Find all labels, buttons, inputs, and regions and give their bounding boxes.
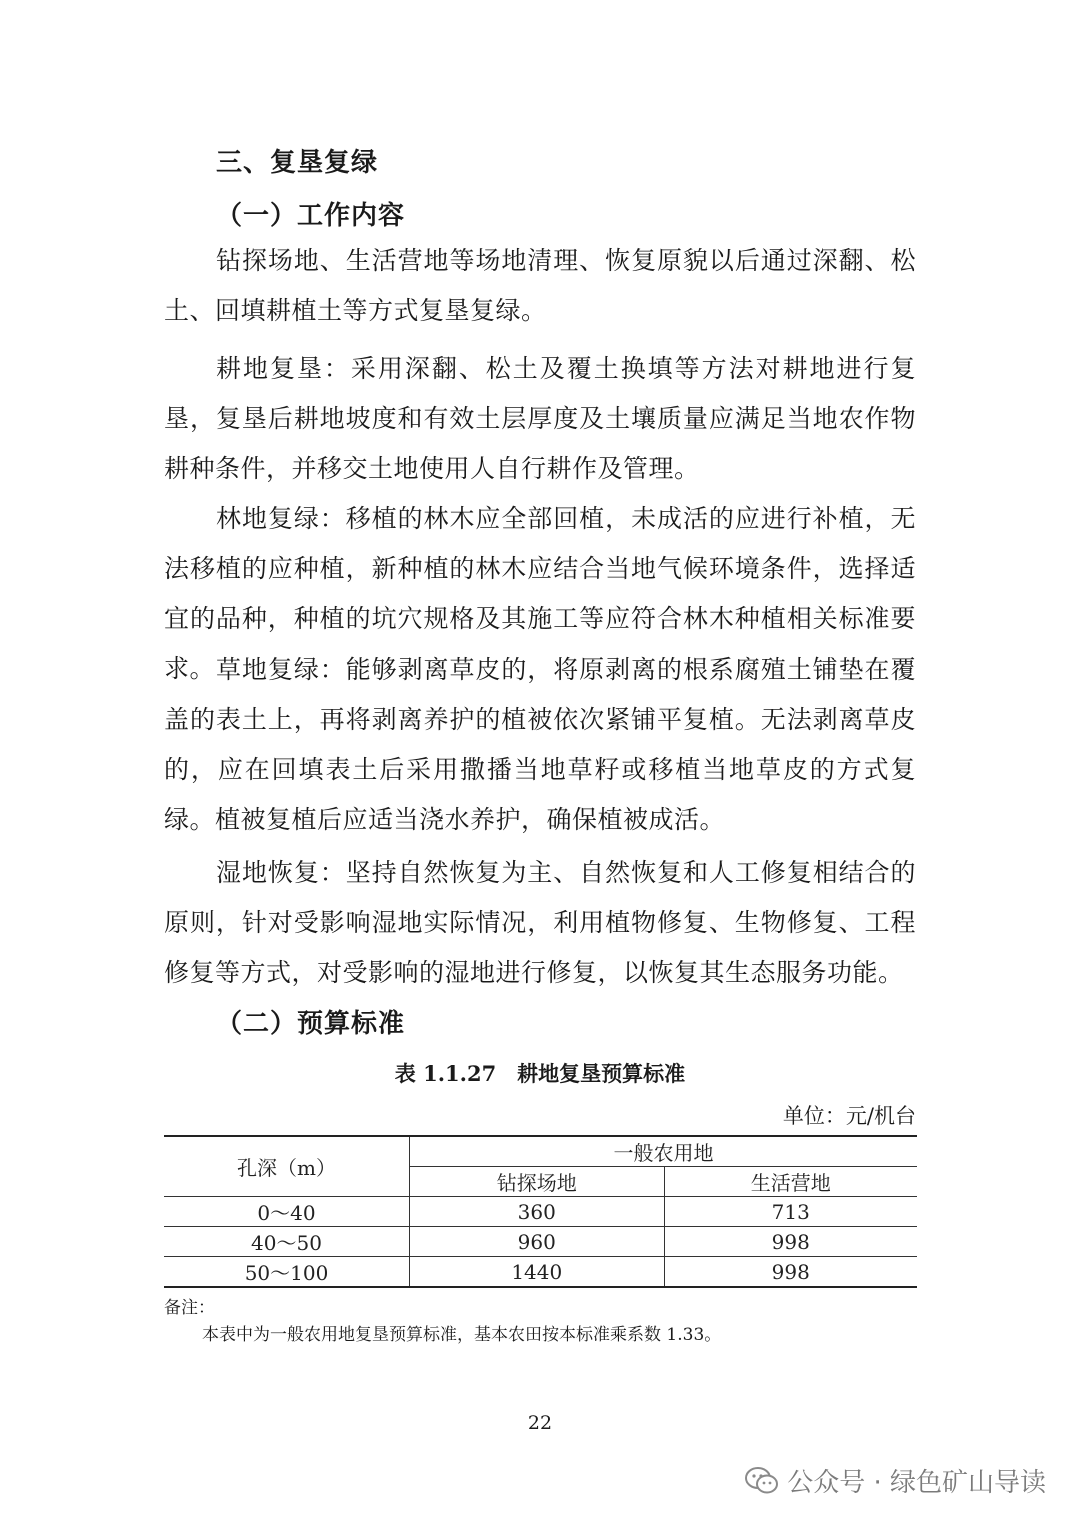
- cell-camp: 713: [664, 1197, 917, 1227]
- cell-depth: 0～40: [164, 1197, 410, 1227]
- paragraph-cropland: 耕地复垦：采用深翻、松土及覆土换填等方法对耕地进行复垦，复垦后耕地坡度和有效土层厚度及土壤质量应满足当地农作物耕种条件，并移交土地使用人自行耕作及管理。: [164, 354, 916, 483]
- cell-drill: 960: [410, 1227, 665, 1257]
- subsection-heading-work: （一）工作内容: [216, 201, 406, 231]
- cell-drill: 1440: [410, 1257, 665, 1288]
- paragraph-forest: 林地复绿：移植的林木应全部回植，未成活的应进行补植，无法移植的应种植，新种植的林木应结合当地气候环境条件，选择适宜的品种，种植的坑穴规格及其施工等应符合林木种植相关标准要求。: [164, 504, 916, 683]
- cell-depth: 40～50: [164, 1227, 410, 1257]
- paragraph-intro: 钻探场地、生活营地等场地清理、恢复原貌以后通过深翻、松土、回填耕植土等方式复垦复绿。: [164, 246, 916, 325]
- section-heading: 三、复垦复绿: [216, 148, 379, 178]
- paragraph-wetland: 湿地恢复：坚持自然恢复为主、自然恢复和人工修复相结合的原则，针对受影响湿地实际情况，利用植物修复、生物修复、工程修复等方式，对受影响的湿地进行修复，以恢复其生态服务功能。: [164, 858, 916, 987]
- table-caption: 表 1.1.27 耕地复垦预算标准: [394, 1061, 686, 1086]
- table-row: [164, 1257, 917, 1288]
- wechat-icon: [745, 1466, 779, 1496]
- cell-drill: 360: [410, 1197, 665, 1227]
- cell-camp: 998: [664, 1257, 917, 1288]
- note-label: 备注：: [164, 1298, 215, 1318]
- budget-table: [164, 1135, 917, 1288]
- watermark: [745, 1462, 1046, 1499]
- table-header-row: [164, 1136, 917, 1167]
- table-row: [164, 1227, 917, 1257]
- page-number: 22: [527, 1412, 553, 1434]
- header-group: 一般农用地: [410, 1136, 918, 1167]
- table-row: [164, 1197, 917, 1227]
- watermark-text: 公众号 · 绿色矿山导读: [787, 1468, 1046, 1498]
- cell-depth: 50～100: [164, 1257, 410, 1288]
- subsection-heading-budget: （二）预算标准: [216, 1009, 406, 1039]
- cell-camp: 998: [664, 1227, 917, 1257]
- header-depth: 孔深（m）: [164, 1136, 410, 1197]
- table-unit: 单位：元/机台: [782, 1104, 916, 1128]
- paragraph-grass: 草地复绿：能够剥离草皮的，将原剥离的根系腐殖土铺垫在覆盖的表土上，再将剥离养护的植被依次紧铺平复植。无法剥离草皮的，应在回填表土后采用撒播当地草籽或移植当地草皮的方式复绿。植被复植后应适当浇水养护，确保植被成活。: [164, 655, 916, 834]
- header-camp: 生活营地: [664, 1167, 917, 1197]
- header-drill: 钻探场地: [410, 1167, 665, 1197]
- note-text: 本表中为一般农用地复垦预算标准，基本农田按本标准乘系数 1.33。: [202, 1325, 722, 1345]
